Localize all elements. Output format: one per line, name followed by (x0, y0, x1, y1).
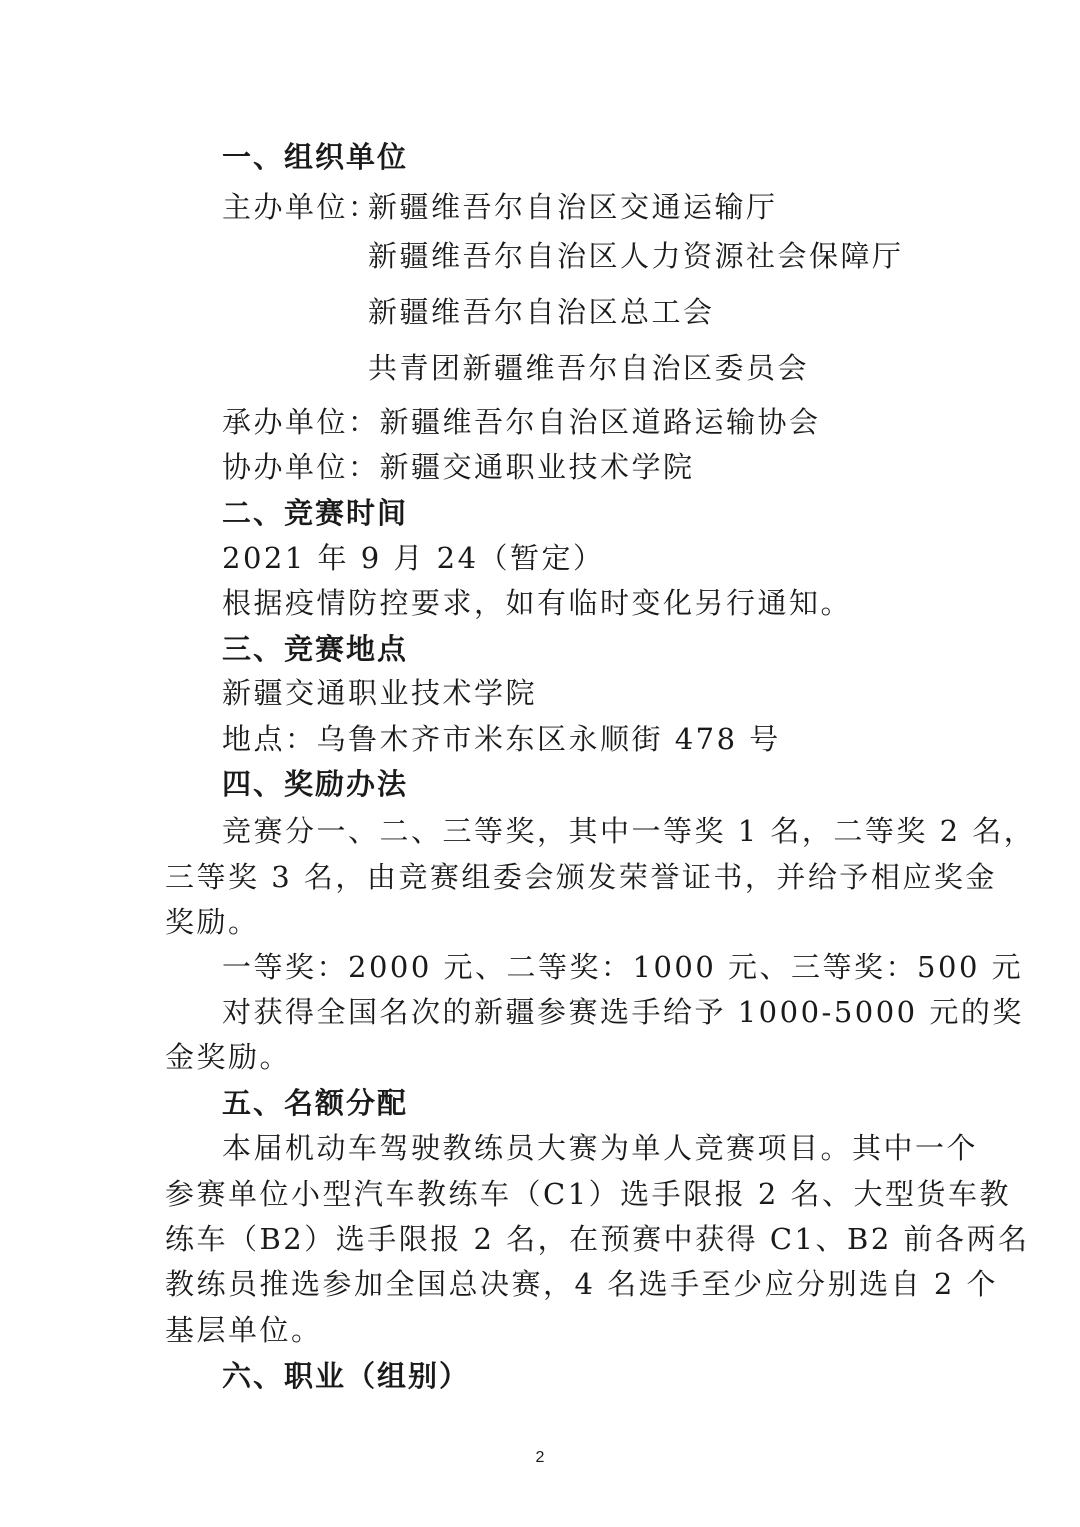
section-heading-time: 二、竞赛时间 (222, 496, 409, 530)
host-unit-3: 新疆维吾尔自治区总工会 (368, 295, 715, 329)
prize-amounts: 一等奖：2000 元、二等奖：1000 元、三等奖：500 元 (222, 950, 1024, 984)
quota-paragraph-line: 本届机动车驾驶教练员大赛为单人竞赛项目。其中一个 (222, 1131, 979, 1165)
venue-name: 新疆交通职业技术学院 (222, 676, 538, 710)
quota-paragraph-line: 基层单位。 (165, 1313, 323, 1347)
national-bonus-line: 对获得全国名次的新疆参赛选手给予 1000-5000 元的奖 (222, 995, 1024, 1029)
section-heading-occupation: 六、职业（组别） (222, 1359, 471, 1393)
awards-paragraph-line: 奖励。 (165, 905, 260, 939)
section-heading-organizers: 一、组织单位 (222, 140, 409, 174)
page-number: 2 (535, 1449, 545, 1466)
quota-paragraph-line: 教练员推选参加全国总决赛，4 名选手至少应分别选自 2 个 (165, 1267, 999, 1301)
quota-paragraph-line: 参赛单位小型汽车教练车（C1）选手限报 2 名、大型货车教 (165, 1177, 1012, 1211)
awards-paragraph-line: 三等奖 3 名，由竞赛组委会颁发荣誉证书，并给予相应奖金 (165, 860, 997, 894)
section-heading-quota: 五、名额分配 (222, 1086, 409, 1120)
national-bonus-line: 金奖励。 (165, 1040, 292, 1074)
section-heading-awards: 四、奖励办法 (222, 767, 409, 801)
competition-date: 2021 年 9 月 24（暂定） (222, 541, 605, 575)
venue-address: 地点：乌鲁木齐市米东区永顺街 478 号 (222, 722, 781, 756)
epidemic-note: 根据疫情防控要求，如有临时变化另行通知。 (222, 586, 853, 620)
section-heading-venue: 三、竞赛地点 (222, 632, 409, 666)
co-organizer-line: 协办单位：新疆交通职业技术学院 (222, 450, 695, 484)
host-unit-4: 共青团新疆维吾尔自治区委员会 (368, 351, 810, 385)
host-unit-2: 新疆维吾尔自治区人力资源社会保障厅 (368, 239, 904, 273)
host-label: 主办单位： (222, 190, 380, 224)
host-unit-1: 新疆维吾尔自治区交通运输厅 (368, 190, 778, 224)
quota-paragraph-line: 练车（B2）选手限报 2 名，在预赛中获得 C1、B2 前各两名 (165, 1222, 1030, 1256)
organizer-line: 承办单位：新疆维吾尔自治区道路运输协会 (222, 405, 821, 439)
awards-paragraph-line: 竞赛分一、二、三等奖，其中一等奖 1 名，二等奖 2 名， (222, 814, 1036, 848)
